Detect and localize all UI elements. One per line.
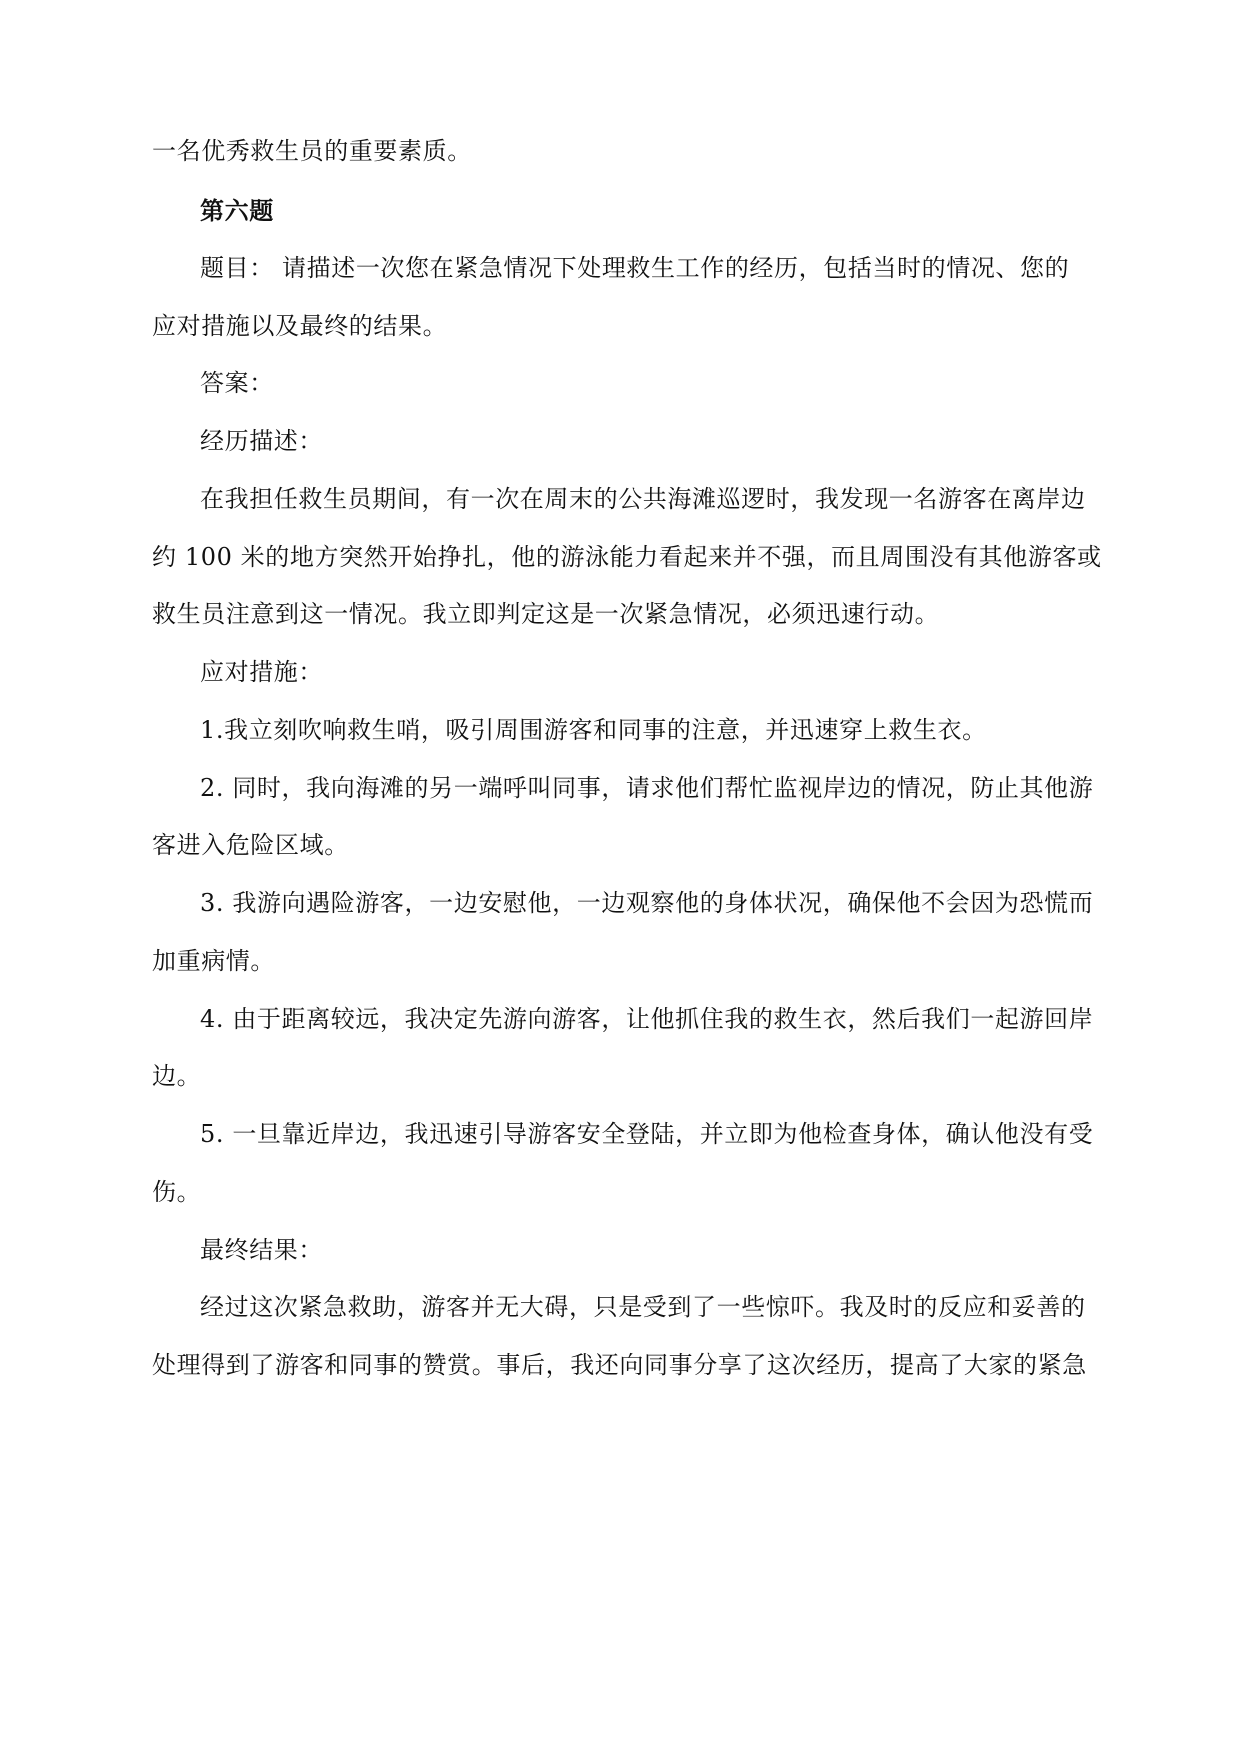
body-line: 救生员注意到这一情况。我立即判定这是一次紧急情况，必须迅速行动。 <box>152 600 940 628</box>
list-item: 2. 同时，我向海滩的另一端呼叫同事，请求他们帮忙监视岸边的情况，防止其他游 <box>200 774 1094 802</box>
subheading-measures: 应对措施： <box>200 658 323 686</box>
list-item: 4. 由于距离较远，我决定先游向游客，让他抓住我的救生衣，然后我们一起游回岸 <box>200 1005 1094 1033</box>
list-item-continuation: 伤。 <box>152 1178 202 1206</box>
list-item: 1.我立刻吹响救生哨，吸引周围游客和同事的注意，并迅速穿上救生衣。 <box>200 716 987 744</box>
paragraph-continuation: 一名优秀救生员的重要素质。 <box>152 137 472 165</box>
list-item-continuation: 客进入危险区域。 <box>152 831 349 859</box>
list-item: 5. 一旦靠近岸边，我迅速引导游客安全登陆，并立即为他检查身体，确认他没有受 <box>200 1120 1094 1148</box>
list-item: 3. 我游向遇险游客，一边安慰他，一边观察他的身体状况，确保他不会因为恐慌而 <box>200 889 1094 917</box>
subheading-result: 最终结果： <box>200 1236 323 1264</box>
body-line: 约 100 米的地方突然开始挣扎，他的游泳能力看起来并不强，而且周围没有其他游客或 <box>152 543 1102 571</box>
body-line: 在我担任救生员期间，有一次在周末的公共海滩巡逻时，我发现一名游客在离岸边 <box>200 485 1086 513</box>
subheading-experience: 经历描述： <box>200 427 323 455</box>
question-line: 题目： 请描述一次您在紧急情况下处理救生工作的经历，包括当时的情况、您的 <box>200 254 1070 282</box>
list-item-continuation: 边。 <box>152 1062 202 1090</box>
answer-label: 答案： <box>200 369 274 397</box>
list-item-continuation: 加重病情。 <box>152 947 275 975</box>
body-line: 处理得到了游客和同事的赞赏。事后，我还向同事分享了这次经历，提高了大家的紧急 <box>152 1351 1087 1379</box>
body-line: 经过这次紧急救助，游客并无大碍，只是受到了一些惊吓。我及时的反应和妥善的 <box>200 1293 1086 1321</box>
question-line: 应对措施以及最终的结果。 <box>152 312 448 340</box>
section-heading: 第六题 <box>200 196 274 225</box>
